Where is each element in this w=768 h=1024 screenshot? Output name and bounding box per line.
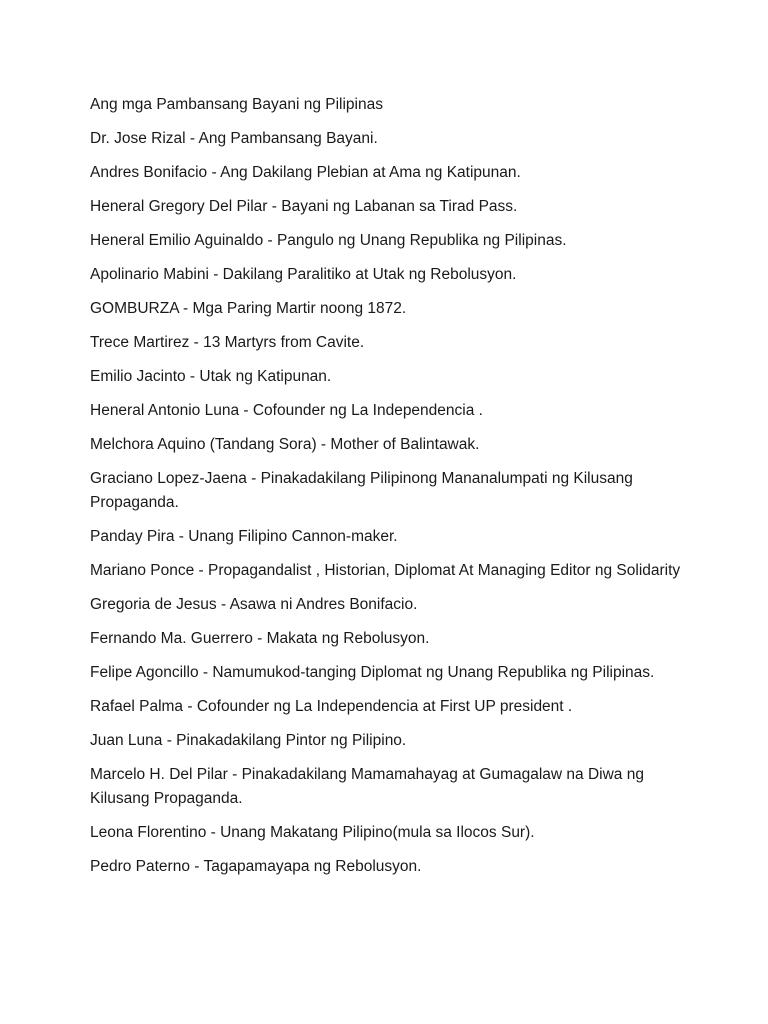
hero-line-melchora-aquino: Melchora Aquino (Tandang Sora) - Mother of Balintawak.: [90, 436, 480, 453]
hero-line-agoncillo: Felipe Agoncillo - Namumukod-tanging Diplomat ng Unang Republika ng Pilipinas.: [90, 664, 655, 681]
hero-line-palma: Rafael Palma - Cofounder ng La Independencia at First UP president .: [90, 698, 573, 715]
hero-line-mabini: Apolinario Mabini - Dakilang Paralitiko at Utak ng Rebolusyon.: [90, 266, 517, 283]
hero-line-lopez-jaena: Graciano Lopez-Jaena - Pinakadakilang Pilipinong Mananalumpati ng Kilusang Propaganda.: [90, 470, 633, 511]
hero-line-aguinaldo: Heneral Emilio Aguinaldo - Pangulo ng Unang Republika ng Pilipinas.: [90, 232, 567, 249]
hero-line-trece-martirez: Trece Martirez - 13 Martyrs from Cavite.: [90, 334, 365, 351]
hero-line-bonifacio: Andres Bonifacio - Ang Dakilang Plebian at Ama ng Katipunan.: [90, 164, 521, 181]
hero-line-gregorio-del-pilar: Heneral Gregory Del Pilar - Bayani ng Labanan sa Tirad Pass.: [90, 198, 518, 215]
document-body: [90, 93, 690, 889]
hero-line-gregoria-de-jesus: Gregoria de Jesus - Asawa ni Andres Bonifacio.: [90, 596, 418, 613]
hero-line-marcelo-del-pilar: Marcelo H. Del Pilar - Pinakadakilang Mamamahayag at Gumagalaw na Diwa ng Kilusang Propaganda.: [90, 766, 644, 807]
hero-line-antonio-luna: Heneral Antonio Luna - Cofounder ng La Independencia .: [90, 402, 483, 419]
hero-line-panday-pira: Panday Pira - Unang Filipino Cannon-maker.: [90, 528, 398, 545]
hero-line-gomburza: GOMBURZA - Mga Paring Martir noong 1872.: [90, 300, 407, 317]
hero-line-jacinto: Emilio Jacinto - Utak ng Katipunan.: [90, 368, 332, 385]
document-title: Ang mga Pambansang Bayani ng Pilipinas: [90, 96, 383, 113]
hero-line-ponce: Mariano Ponce - Propagandalist , Historian, Diplomat At Managing Editor ng Solidarity: [90, 562, 681, 579]
hero-line-juan-luna: Juan Luna - Pinakadakilang Pintor ng Pilipino.: [90, 732, 407, 749]
hero-line-rizal: Dr. Jose Rizal - Ang Pambansang Bayani.: [90, 130, 378, 147]
hero-line-florentino: Leona Florentino - Unang Makatang Pilipino(mula sa Ilocos Sur).: [90, 824, 535, 841]
hero-line-paterno: Pedro Paterno - Tagapamayapa ng Rebolusyon.: [90, 858, 422, 875]
hero-line-guerrero: Fernando Ma. Guerrero - Makata ng Rebolusyon.: [90, 630, 430, 647]
